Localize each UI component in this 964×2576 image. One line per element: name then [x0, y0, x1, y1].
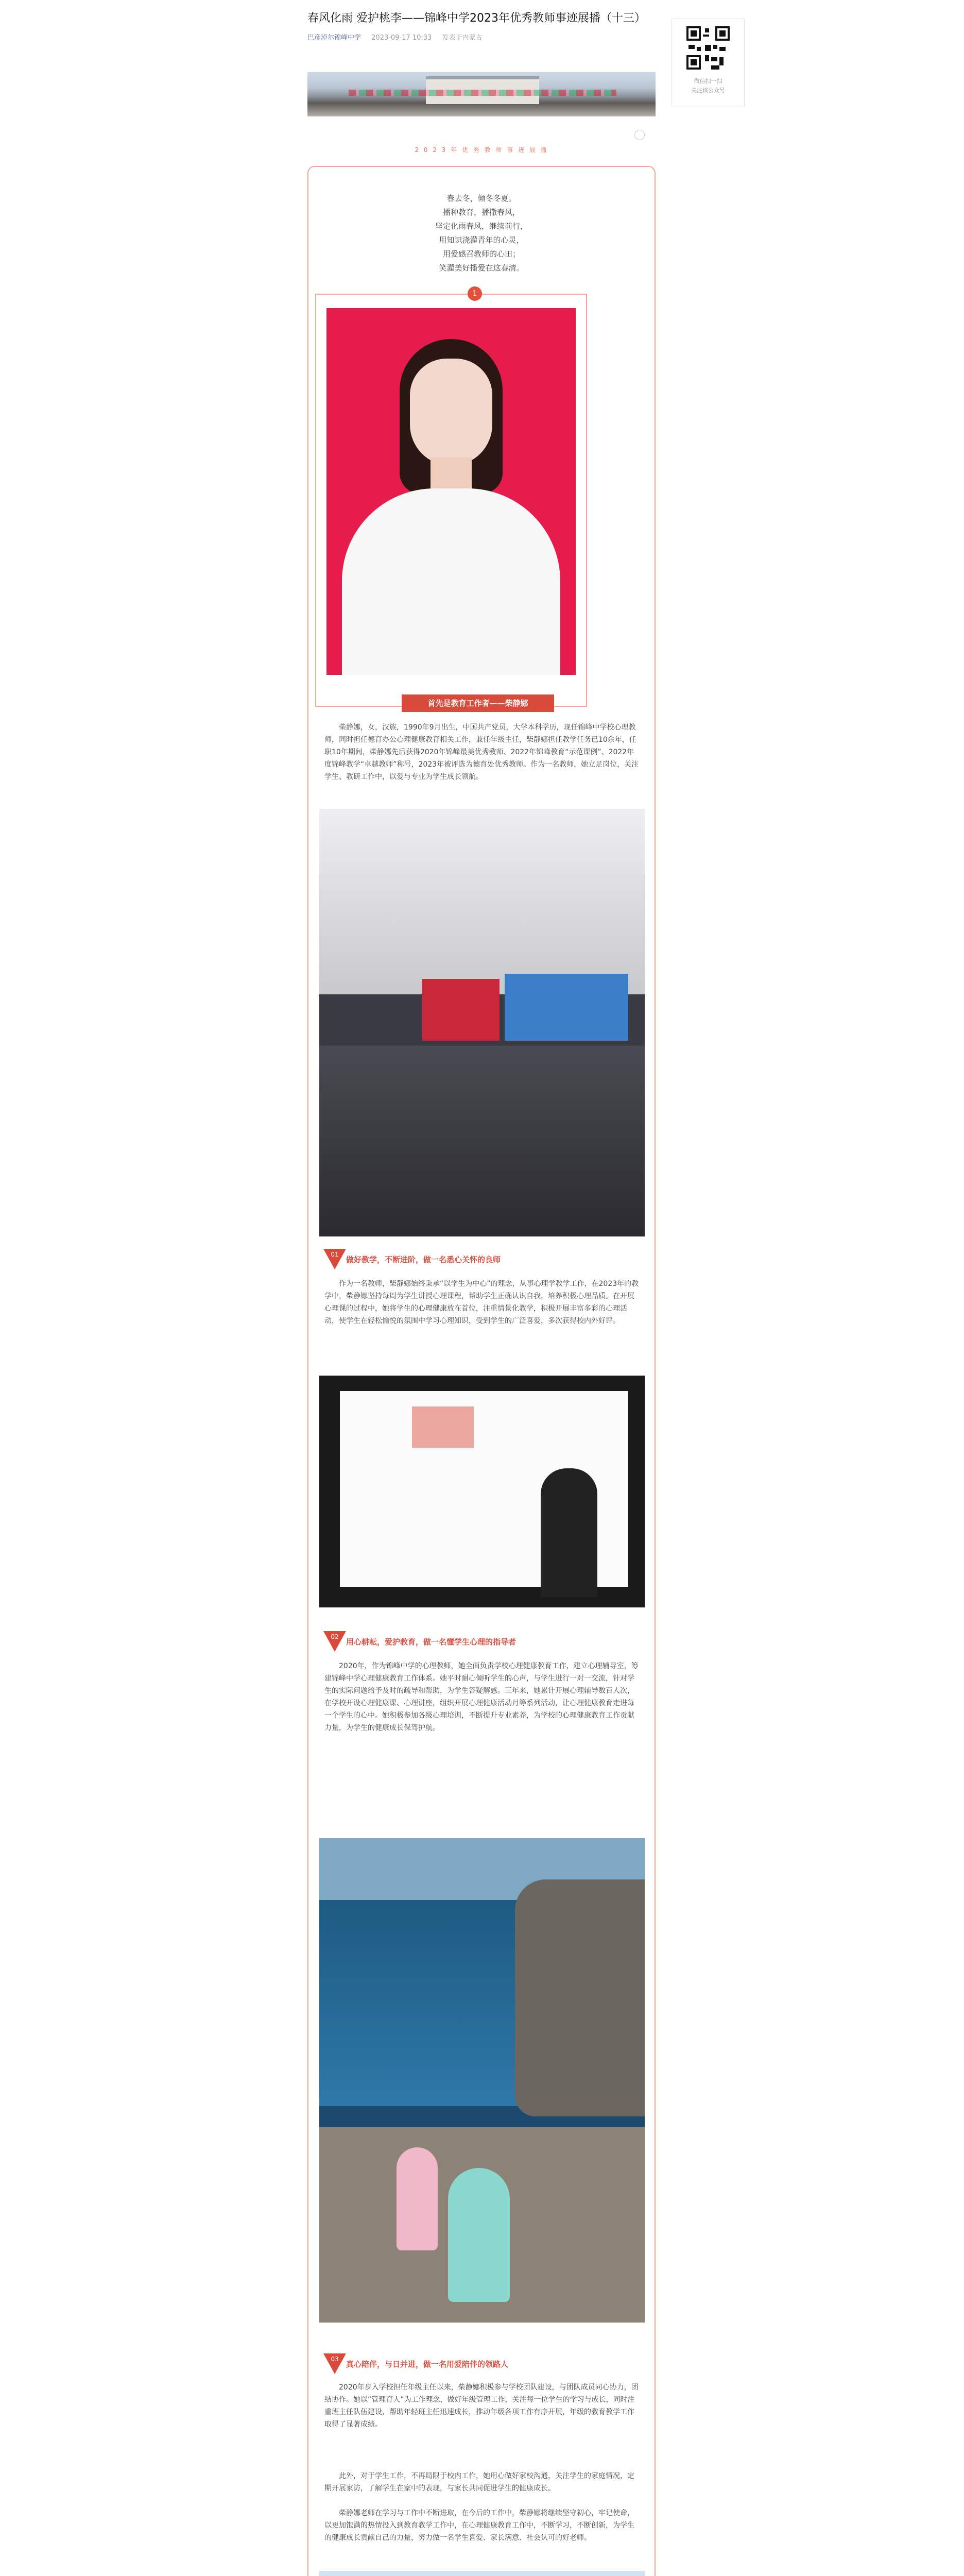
lecture-slide-photo	[319, 1376, 645, 1607]
section-number: 02	[331, 1633, 339, 1640]
section-number: 01	[331, 1251, 339, 1258]
section-heading-1	[323, 1249, 643, 1269]
section-heading-text: 用心耕耘，爱护教育，做一名懂学生心理的指导者	[346, 1637, 517, 1647]
section3-paragraph-2: 此外，对于学生工作，不再局限于校内工作，她用心做好家校沟通，关注学生的家庭情况，定期开展家访，了解学生在家中的表现，与家长共同促进学生的健康成长。	[324, 2472, 634, 2493]
qr-caption-line2: 关注该公众号	[691, 87, 725, 94]
poem-line: 用知识浇灌青年的心灵，	[439, 235, 524, 245]
series-subhead: 2 0 2 3 年 优 秀 教 师 事 迹 展 播	[415, 146, 548, 154]
sidebar-qr-card	[672, 19, 745, 107]
section-heading-3	[323, 2353, 643, 2374]
qr-code-icon	[686, 26, 730, 70]
account-name-link[interactable]: 巴彦淖尔锦峰中学	[307, 34, 361, 42]
poem-line: 春去冬，倾冬冬夏。	[446, 194, 517, 203]
poem-line: 坚定化雨春风，继续前行，	[435, 222, 528, 231]
poem-block	[307, 192, 656, 275]
poem-line: 笑灌美好播爱在这春清。	[439, 263, 524, 273]
section3-paragraph-3: 柴静娜老师在学习与工作中不断进取，在今后的工作中，柴静娜将继续坚守初心，牢记使命，以更加饱满的热情投入到教育教学工作中，在心理健康教育工作中，不断学习，不断创新，为学生的健康成长贡献自己的力量，努力做一名学生喜爱、家长满意、社会认可的好老师。	[324, 2509, 634, 2542]
section3-paragraph-1: 2020年步入学校担任年级主任以来，柴静娜积极参与学校团队建设，与团队成员同心协力，团结协作。她以“管理育人”为工作理念，做好年级管理工作，关注每一位学生的学习与成长，同时注重班主任队伍建设，帮助年轻班主任迅速成长，推动年级各项工作有序开展，年级的教育教学工作取得了显著成绩。	[324, 2383, 639, 2429]
poem-line: 用爱感召教师的心田；	[442, 249, 520, 259]
intro-paragraph: 柴静娜，女，汉族，1990年9月出生，中国共产党员，大学本科学历，现任锦峰中学校心理教师，同时担任德育办公心理健康教育相关工作，兼任年级主任，柴静娜担任教学任务已10余年，任职10年期间，柴静娜先后获得2020年锦峰最美优秀教师、2022年锦峰教育“示范课例”、2022年度锦峰教学“卓越教师”称号，2023年被评选为德育处优秀教师。作为一名教师，她立足岗位，关注学生、教研工作中，以爱与专业为学生成长领航。	[324, 723, 639, 781]
article-title: 春风化雨 爱护桃李——锦峰中学2023年优秀教师事迹展播（十三）	[307, 12, 646, 25]
classroom-photo	[319, 809, 645, 1236]
publish-location: 发表于内蒙古	[442, 34, 483, 42]
section-heading-text: 做好教学，不断进阶，做一名悉心关怀的良师	[346, 1255, 501, 1264]
section-number: 03	[331, 2355, 339, 2363]
article-meta	[307, 32, 490, 42]
section2-paragraph: 2020年，作为锦峰中学的心理教师，她全面负责学校心理健康教育工作，建立心理辅导室，筹建锦峰中学心理健康教育工作体系。她平时耐心倾听学生的心声，与学生进行一对一交流，针对学生的实际问题给予及时的疏导和帮助，为学生答疑解惑。三年来，她累计开展心理辅导数百人次，在学校开设心理健康课、心理讲座，组织开展心理健康活动月等系列活动，让心理健康教育走进每一个学生的心中。她积极参加各级心理培训，不断提升专业素养，为学校的心理健康教育工作贡献力量，为学生的健康成长保驾护航。	[324, 1662, 639, 1732]
teacher-portrait-image	[326, 308, 576, 675]
sunflower-field-photo	[319, 2571, 645, 2576]
portrait-badge: 1	[468, 286, 482, 301]
seaside-photo	[319, 1838, 645, 2323]
name-banner: 首先是教育工作者——柴静娜	[402, 694, 554, 712]
section-heading-text: 真心陪伴，与日并进，做一名用爱陪伴的领路人	[346, 2360, 509, 2369]
header-banner-image	[307, 72, 656, 116]
banner-pager-dot[interactable]	[634, 130, 645, 140]
publish-time: 2023-09-17 10:33	[371, 34, 432, 42]
qr-caption-line1: 微信扫一扫	[694, 78, 722, 84]
section-heading-2	[323, 1631, 643, 1652]
section1-paragraph: 作为一名教师，柴静娜始终秉承“以学生为中心”的理念，从事心理学教学工作，在2023年的教学中，柴静娜坚持每周为学生讲授心理课程，帮助学生正确认识自我，培养积极心理品质。在开展心理课的过程中，她将学生的心理健康放在首位，注重情景化教学，积极开展丰富多彩的心理活动，使学生在轻松愉悦的氛围中学习心理知识，受到学生的广泛喜爱，多次获得校内外好评。	[324, 1280, 639, 1325]
poem-line: 播种教育，播撒春风，	[442, 208, 520, 217]
